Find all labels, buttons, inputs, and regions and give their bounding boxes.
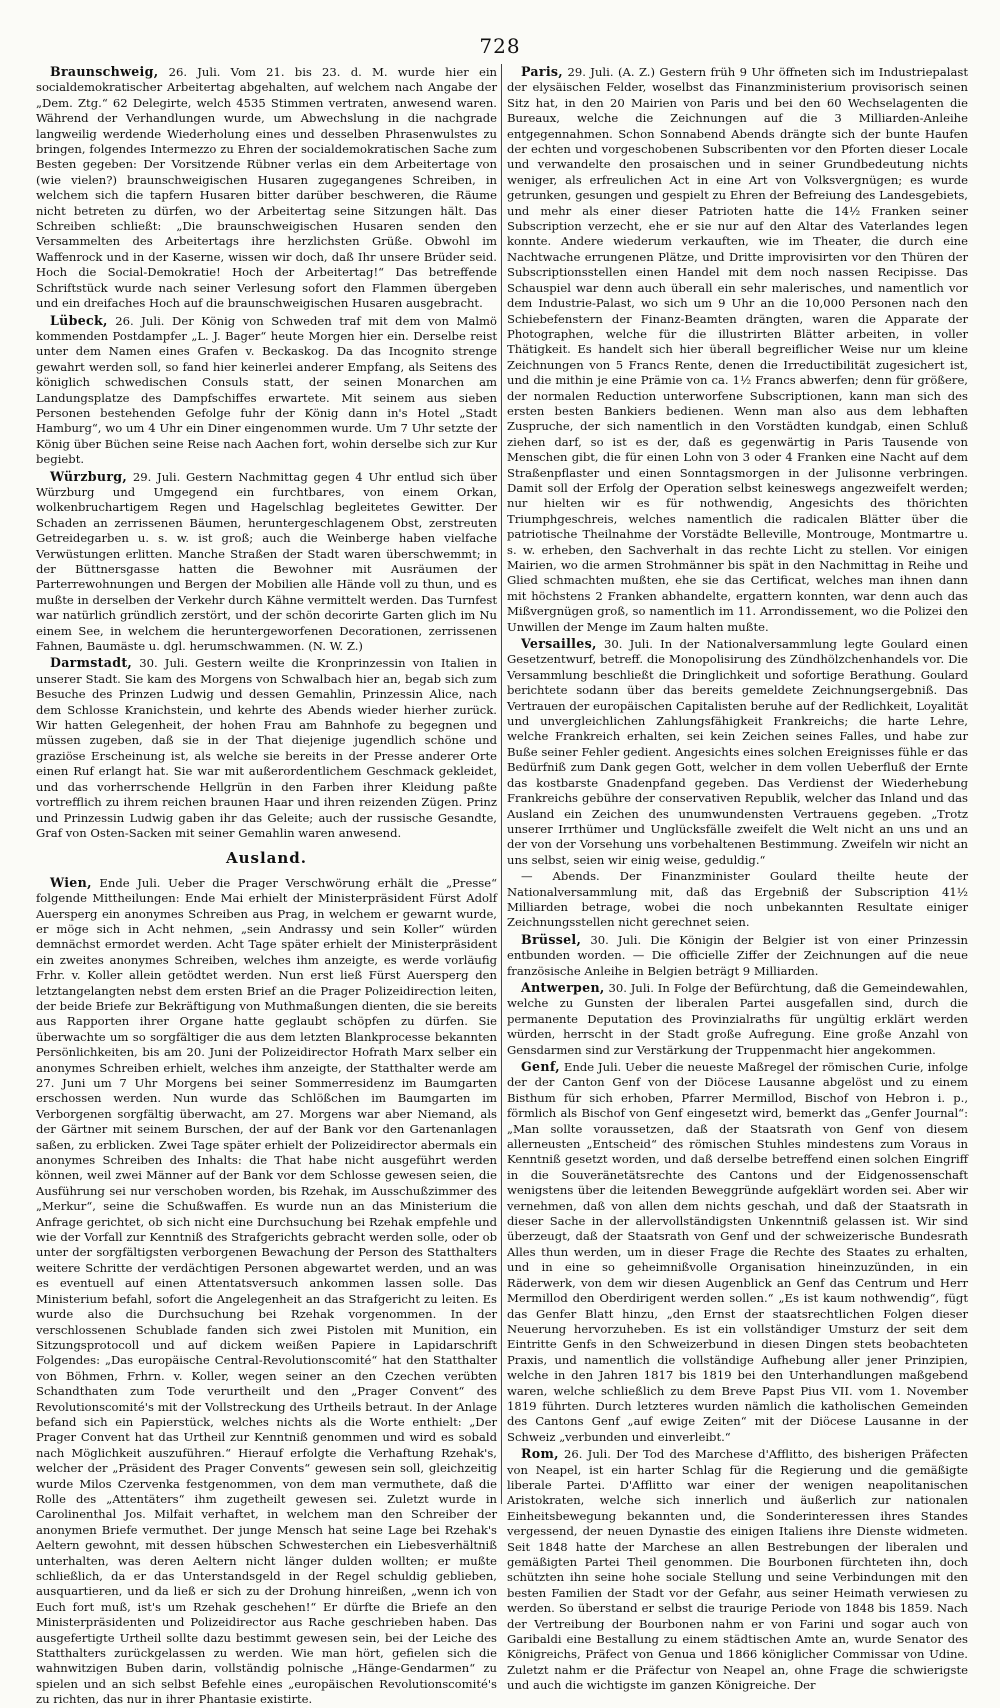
article-text: 30. Juli. In der Nationalversammlung legte Goulard einen Gesetzentwurf, betreff. die Monopolisirung des Zündhölzchenhandels vor. Die Versammlung beschließt die Dringlichkeit und sofortige Berathung. Goulard berichtete sodann über das bereits gemeldete Zeichnungsergebniß. Das Vertrauen der europäischen Capitalisten beruhe auf der Redlichkeit, Loyalität und unvergleichlichen Zahlungsfähigkeit Frankreichs; die harte Lehre, welche Frankreich erhalten, sei kein Zeichen seines Falles, und habe zur Buße seiner Fehler gedient. Angesichts eines solchen Ereignisses fühle er das Bedürfniß zum Dank gegen Gott, welcher in dem vollen Ueberfluß der Ernte das kostbarste Gnadenpfand gegeben. Das Verdienst der Wiederhebung Frankreichs gebühre der conservativen Republik, welcher das Inland und das Ausland ein Zeichen des unumwundensten Vertrauens gegeben. „Trotz unserer Irrthümer und Unglücksfälle zweifelt die Welt nicht an uns und an der von der Vorsehung uns vorbehaltenen Bestimmung. Zweifeln wir nicht an uns selbst, seien wir einig weise, geduldig.“ [507,637,968,867]
column-divider [501,64,502,1504]
article [507,932,968,979]
article-text: Ende Juli. Ueber die neueste Maßregel der römischen Curie, infolge der der Canton Genf von der Diöcese Lausanne abgelöst und zu einem Bisthum für sich erhoben, Pfarrer Mermillod, Bischof von Hebron i. p., förmlich als Bischof von Genf eingesetzt wird, bemerkt das „Genfer Journal“: „Man sollte voraussetzen, daß der Staatsrath von Genf von diesem allerneusten „Entscheid“ des römischen Stuhles mindestens zum Voraus in Kenntniß gesetzt worden, und daß derselbe betreffend einen solchen Eingriff in die Souveränetätsrechte des Cantons und der Eidgenossenschaft wenigstens über die leitenden Beweggründe aufgeklärt worden sei. Aber wir vernehmen, daß von allen dem nichts geschah, und daß der Staatsrath in dieser Sache in der allervollständigsten Unkenntniß gelassen ist. Wir sind überzeugt, daß der Staatsrath von Genf und der schweizerische Bundesrath Alles thun werden, um in dieser Frage die Rechte des Staates zu erhalten, und in eine so geheimnißvolle Organisation hineinzuzünden, in ein Räderwerk, von dem wir diesen Augenblick an Genf das Centrum und Herr Mermillod den Oberdirigent werden sollen.“ „Es ist kaum nothwendig“, fügt das Genfer Blatt hinzu, „den Ernst der staatsrechtlichen Folgen dieser Neuerung hervorzuheben. Es ist ein vollständiger Umsturz der seit dem Eintritte Genfs in den Schweizerbund in diesen Dingen stets beobachteten Praxis, und namentlich die vollständige Aufhebung aller jener Prinzipien, welche in den Jahren 1817 bis 1819 bei den Unterhandlungen maßgebend waren, welche schließlich zu dem Breve Papst Pius VII. vom 1. November 1819 führten. Durch letzteres wurden nämlich die katholischen Gemeinden des Cantons Genf „auf ewige Zeiten“ mit der Diöcese Lausanne in der Schweiz „verbunden und einverleibt.“ [507,1060,969,1444]
article-dateline-place: Lübeck, [50,312,108,328]
article-dateline-place: Darmstadt, [50,655,133,671]
right-column [507,64,969,1693]
article [36,64,497,312]
article-text: 29. Juli. Gestern Nachmittag gegen 4 Uhr entlud sich über Würzburg und Umgegend ein furchtbares, von einem Orkan, wolkenbruchartigem Regen und Hagelschlag begleitetes Gewitter. Der Schaden an zerrissenen Bäumen, heruntergeschlagenem Obst, zerstreuten Getreidegarben u. s. w. ist groß; auch die Weinberge haben vielfache Verwüstungen erlitten. Manche Straßen der Stadt waren überschwemmt; in der Büttnersgasse hatten die Bewohner mit Ausräumen der Parterrewohnungen und Bergen der Mobilien alle Hände voll zu thun, und es mußte in derselben der Verkehr durch Kähne vermittelt werden. Das Turnfest war natürlich gründlich zerstört, und der schön decorirte Garten glich im Nu einem See, in welchem die heruntergeworfenen Decorationen, zerrissenen Fahnen, Baumäste u. dgl. herumschwammen. (N. W. Z.) [36,469,497,654]
article [507,64,968,635]
article [36,875,497,1708]
article-dateline-place: Würzburg, [50,468,128,484]
article-dateline-place: Paris, [521,64,563,79]
right-articles [507,64,968,1694]
article-text: Ende Juli. Ueber die Prager Verschwörung erhält die „Presse“ folgende Mittheilungen: Ende Mai erhielt der Ministerpräsident Fürst Adolf Auersperg ein anonymes Schreiben aus Prag, in welchem er gewarnt wurde, er möge sich in Acht nehmen, „sein Andrassy und sein Koller“ würden demnächst ermordet werden. Acht Tage später erhielt der Ministerpräsident ein zweites anonymes Schreiben, welches ihm anzeigte, es werde vorläufig Frhr. v. Koller allein getödtet werden. Nun erst ließ Fürst Auersperg den letztangelangten nebst dem ersten Brief an die Prager Polizeidirection leiten, der beide Briefe zur Bekräftigung von Muthmaßungen dienten, die sie bereits aus Rapporten ihrer Organe hatte geglaubt schöpfen zu dürfen. Sie überwachte um so sorgfältiger die aus dem letzten Blankprocesse bekannten Persönlichkeiten, bis am 20. Juni der Polizeidirector Hofrath Marx selber ein anonymes Schreiben erhielt, welches ihm anzeigte, der Statthalter werde am 27. Juni um 7 Uhr Morgens bei seiner Sommerresidenz im Baumgarten erschossen werden. Nun wurde das Schlößchen im Baumgarten im Verborgenen sorgfältig überwacht, am 27. Morgens war aber Niemand, als der Gärtner mit seinem Burschen, der auf der Bank vor den Gartenanlagen saßen, zu erblicken. Zwei Tage später erhielt der Polizeidirector abermals ein anonymes Schreiben des Inhalts: die That habe nicht ausgeführt werden können, weil zwei Männer auf der Bank vor dem Schlosse gewesen seien, die Ausführung sei nur verschoben worden, bis Rzehak, im Ausschußzimmer des „Merkur“, seine die Schußwaffen. Es wurde nun an das Ministerium die Anfrage gerichtet, ob sich nicht eine Durchsuchung bei Rzehak empfehle und wie der Vorfall zur Kenntniß des Strafgerichts gebracht werden solle, oder ob unter der sorgfältigsten verborgenen Bewachung der Person des Statthalters weitere Schritte der verdächtigen Personen abgewartet werden, und an was es eventuell auf einen Attentatsversuch ankommen lassen solle. Das Ministerium befahl, sofort die Angelegenheit an das Strafgericht zu leiten. Es wurde also die Durchsuchung bei Rzehak vorgenommen. In der verschlossenen Schublade fanden sich zwei Pistolen mit Munition, ein Sitzungsprotocoll und auf dickem weißen Papiere in Lapidarschrift Folgendes: „Das europäische Central-Revolutionscomité“ hat den Statthalter von Böhmen, Frhrn. v. Koller, wegen seiner an den Czechen verübten Schandthaten zum Tode verurtheilt und den „Prager Convent“ des Revolutionscomité's mit der Vollstreckung des Urtheils betraut. In der Anlage befand sich ein Papierstück, welches nichts als die Worte enthielt: „Der Prager Convent hat das Urtheil zur Kenntniß genommen und wird es sobald nach Möglichkeit auszuführen.“ Hierauf erfolgte die Verhaftung Rzehak's, welcher der „Präsident des Prager Convents“ gewesen sein soll, gleichzeitig wurde Milos Czervenka festgenommen, von dem man vermuthete, daß die Rolle des „Attentäters“ ihm zugetheilt gewesen sei. Zuletzt wurde in Carolinenthal Jos. Milfait verhaftet, in welchem man den Schreiber der anonymen Briefe vermuthet. Der junge Mensch hat seine Lage bei Rzehak's Aeltern gewohnt, mit dessen hübschen Schwesterchen ein Liebesverhältniß unterhalten, was deren Aeltern nicht länger dulden wollten; er mußte schließlich, da er das Unterstandsgeld in der Regel schuldig geblieben, ausquartieren, und da ließ er sich zu der Drohung hinreißen, „wenn ich von Euch fort muß, ist's um Rzehak geschehen!“ Er dürfte die Briefe an den Ministerpräsidenten und Polizeidirector aus Rache geschrieben haben. Das ausgefertigte Urtheil sollte dazu bestimmt gewesen sein, bei der Leiche des Statthalters zurückgelassen zu werden. Wie man hört, gefielen sich die wahnwitzigen Buben darin, vollständig polnische „Hänge-Gendarmen“ zu spielen und an sich selbst Befehle eines „europäischen Revolutionscomité's zu richten, das nur in ihrer Phantasie existirte. [36,875,498,1707]
article [36,313,497,468]
article [507,636,968,868]
article-text: 30. Juli. Gestern weilte die Kronprinzessin von Italien in unserer Stadt. Sie kam des Morgens von Schwalbach hier an, begab sich zum Besuche des Prinzen Ludwig und dessen Gemahlin, Prinzessin Alice, nach dem Schlosse Kranichstein, und kehrte des Abends wieder hierher zurück. Wir hatten Gelegenheit, der hohen Frau am Bahnhofe zu begegnen und müssen zugeben, daß sie in der That diejenige jugendlich schöne und graziöse Erscheinung ist, als welche sie bereits in der Presse anderer Orte einen Ruf erlangt hat. Sie war mit außerordentlichem Geschmack gekleidet, und das vorherrschende Hellgrün in den Farben ihrer Kleidung paßte vortrefflich zu ihrem reichen braunen Haar und ihren reizenden Zügen. Prinz und Prinzessin Ludwig gaben ihr das Geleite; auch der russische Gesandte, Graf von Osten-Sacken mit seiner Gemahlin waren anwesend. [36,656,498,840]
article-dateline-place: Versailles, [521,636,597,652]
article-text: — Abends. Der Finanzminister Goulard theilte heute der Nationalversammlung mit, daß das Ergebniß der Subscription 41½ Milliarden betrage, wobei die noch unbekannten Resultate einiger Zeichnungsstellen nicht gerechnet seien. [507,869,968,930]
article-dateline-place: Braunschweig, [50,64,159,79]
article [507,1446,968,1694]
article-dateline-place: Rom, [521,1446,559,1462]
article-text: 26. Juli. Der Tod des Marchese d'Afflitto, des bisherigen Präfecten von Neapel, ist ein harter Schlag für die Regierung und die gemäßigte liberale Partei. D'Afflitto war einer der wenigen neapolitanischen Aristokraten, welche sich innerlich und äußerlich zur nationalen Einheitsbewegung bekannten und, die Sonderinteressen ihres Standes vergessend, der neuen Dynastie des einigen Italiens ihre Dienste widmeten. Seit 1848 hatte der Marchese an allen Bestrebungen der liberalen und gemäßigten Partei Theil genommen. Die Bourbonen fürchteten ihn, doch schützten ihn seine hohe sociale Stellung und seine Verbindungen mit den besten Familien der Stadt vor der Gefahr, aus seiner Heimath verwiesen zu werden. So überstand er selbst die traurige Periode von 1848 bis 1859. Nach der Vertreibung der Bourbonen nahm er von Farini und sogar auch von Garibaldi eine Bestallung zu einem städtischen Amte an, wurde Senator des Königreichs, Präfect von Genua und 1866 königlicher Commissar von Udine. Zuletzt nahm er die Präfectur von Neapel an, ohne Frage die schwierigste und auch die wichtigste im ganzen Königreiche. Der [507,1447,968,1693]
left-articles [36,64,497,841]
article [36,655,497,841]
article-text: 29. Juli. (A. Z.) Gestern früh 9 Uhr öffneten sich im Industriepalast der elysäischen Felder, woselbst das Finanzministerium provisorisch seinen Sitz hat, in den 20 Mairien von Paris und bei den 60 Wechselagenten die Bureaux, welche die Zeichnungen auf die 3 Milliarden-Anleihe entgegennahmen. Schon Sonnabend Abends drängte sich der bunte Haufen der echten und vorgeschobenen Subscribenten vor den Pforten dieser Locale und verwandelte den prosaischen und in seiner Grundbedeutung nichts weniger, als erfreulichen Act in eine Art von Volksvergnügen; es wurde getrunken, gesungen und gespielt zu Ehren der Befreiung des Landesgebiets, und mehr als einer dieser Patrioten hatte die 14½ Franken seiner Subscription verzecht, ehe er sie nur auf den Altar des Vaterlandes legen konnte. Andere wiederum verkauften, wie im Theater, die durch eine Nachtwache errungenen Plätze, und Dritte improvisirten vor den Thüren der Subscriptionsstellen einen Handel mit dem noch nassen Recipisse. Das Schauspiel war denn auch überall ein sehr malerisches, und namentlich vor dem Industrie-Palast, wo sich um 9 Uhr an die 10,000 Personen nach den Schiebefenstern der Finanz-Beamten drängten, waren die Apparate der Photographen, welche für die illustrirten Blätter arbeiten, in voller Thätigkeit. Es handelt sich hier überall begreiflicher Weise nur um kleine Zeichnungen von 5 Francs Rente, denen die Irreductibilität zugesichert ist, und die mithin je eine Prämie von ca. 1½ Francs abwerfen; denn für größere, der normalen Reduction unterworfene Subscriptionen, kann man sich des ersten besten Bankiers bedienen. Wenn man also aus dem lebhaften Zuspruche, der sich namentlich in den Vorstädten kundgab, einen Schluß ziehen darf, so ist es der, daß es gegenwärtig in Paris Tausende von Menschen gibt, die für einen Lohn von 3 oder 4 Franken eine Nacht auf dem Straßenpflaster und einen Sonntagsmorgen in der Julisonne verbringen. Damit soll der Erfolg der Operation selbst keineswegs angezweifelt werden; nur hielten wir es für nothwendig, Angesichts des thörichten Triumphgeschreis, welches namentlich die radicalen Blätter über die patriotische Theilnahme der Vorstädte Belleville, Montrouge, Montmartre u. s. w. erheben, den Sachverhalt in das rechte Licht zu stellen. Vor einigen Mairien, wo die armen Strohmänner bis spät in den Nachmittag in Reihe und Glied schmachten mußten, ehe sie das Certificat, welches man ihnen dann mit höchstens 2 Franken abhandelte, ergattern konnten, war denn auch das Mißvergnügen groß, so namentlich im 11. Arrondissement, wo die Polizei den Unwillen der Menge im Zaum halten mußte. [507,65,968,634]
article [507,1059,968,1445]
page-number: 728 [479,34,521,58]
article [507,869,968,931]
section-heading-ausland: Ausland. [225,849,308,868]
article-dateline-place: Genf, [521,1059,560,1074]
article [507,980,968,1058]
article-text: 30. Juli. In Folge der Befürchtung, daß die Gemeindewahlen, welche zu Gunsten der liberalen Partei ausgefallen sind, durch die permanente Deputation des Provinzialraths für ungültig erklärt werden würden, herrscht in der Stadt große Aufregung. Eine große Anzahl von Gensdarmen sind zur Verstärkung der Truppenmacht hier angekommen. [507,980,969,1057]
left-articles-after [36,875,497,1708]
left-column [36,64,498,1707]
article [36,469,497,655]
article-text: 26. Juli. Der König von Schweden traf mit dem von Malmö kommenden Postdampfer „L. J. Bager“ heute Morgen hier ein. Derselbe reist unter dem Namen eines Grafen v. Beckaskog. Da das Incognito strenge gewahrt werden soll, so fand hier keinerlei anderer Empfang, als Seitens des königlich schwedischen Consuls statt, der seinen Monarchen am Landungsplatze des Dampfschiffes erwartete. Mit seinem aus sieben Personen bestehenden Gefolge fuhr der König dann in's Hotel „Stadt Hamburg“, wo um 4 Uhr ein Diner eingenommen wurde. Um 7 Uhr setzte der König über Büchen seine Reise nach Aachen fort, wohin derselbe sich zur Kur begiebt. [36,313,498,467]
article-dateline-place: Wien, [50,874,92,890]
article-text: 30. Juli. Die Königin der Belgier ist von einer Prinzessin entbunden worden. — Die officielle Ziffer der Zeichnungen auf die neue französische Anleihe in Belgien beträgt 9 Milliarden. [507,932,968,978]
article-dateline-place: Antwerpen, [521,979,605,995]
article-dateline-place: Brüssel, [521,931,582,947]
article-text: 26. Juli. Vom 21. bis 23. d. M. wurde hier ein socialdemokratischer Arbeitertag abgehalten, auf welchem nach Angabe der „Dem. Ztg.“ 62 Delegirte, welch 4535 Stimmen vertraten, anwesend waren. Während der Verhandlungen wurde, um Abwechslung in die nachgrade langweilig werdende Wiederholung eines und desselben Phrasenwulstes zu bringen, folgendes Intermezzo zu Ehren der socialdemokratischen Sache zum Besten gegeben: Der Vorsitzende Rübner verlas ein dem Arbeitertage von (wie vielen?) braunschweigischen Husaren zugegangenes Schreiben, in welchem sich die tapfern Husaren bitter darüber beschweren, die Räume nicht betreten zu dürfen, wo der Arbeitertag seine Sitzungen hält. Das Schreiben schließt: „Die braunschweigischen Husaren senden den Versammelten des Arbeitertags ihre herzlichsten Grüße. Obwohl im Waffenrock und in der Kaserne, wissen wir doch, daß Ihr unsere Brüder seid. Hoch die Social-Demokratie! Hoch der Arbeitertag!“ Das betreffende Schriftstück wurde nach seiner Verlesung sofort den Flammen übergeben und ein dreifaches Hoch auf die braunschweigischen Husaren ausgebracht. [36,65,497,311]
